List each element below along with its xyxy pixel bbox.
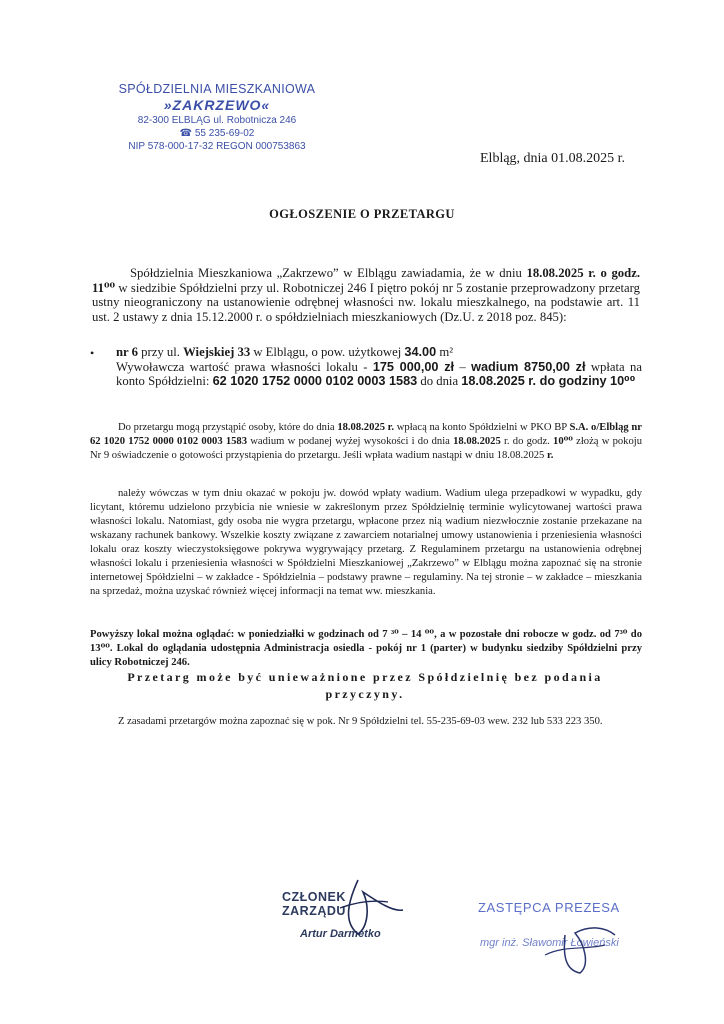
bullet-text-m: do dnia <box>417 374 462 389</box>
intro-text-c: w siedzibie Spółdzielni przy ul. Robotniczej 246 I piętro pokój nr 5 zostanie przeprowadzony przetarg ustny nieograniczony na ustanowienie odrębnej własności nw. lokalu mieszkalnego, na podstawie art. 11 ust. 2 ustawy z dnia 15.12.2000 r. o spółdzielniach mieszkaniowych (Dz.U. z 2018 poz. 845): <box>92 280 640 324</box>
bullet-text-g: Wywoławcza wartość prawa własności lokalu - <box>116 359 373 374</box>
document-heading: OGŁOSZENIE O PRZETARGU <box>269 207 455 221</box>
stamp-line-address: 82-300 ELBLĄG ul. Robotnicza 246 <box>137 115 297 126</box>
elig-text-e: wadium w podanej wyżej wysokości i do dnia <box>247 436 454 447</box>
area-unit: m² <box>436 345 454 359</box>
property-bullet <box>116 345 642 389</box>
elig-date-2: 18.08.2025 <box>453 436 501 447</box>
stamp-line-brand: »ZAKRZEWO« <box>163 97 271 113</box>
intro-date-time: 18.08.2025 r. o godz. 11⁰⁰ <box>92 266 640 295</box>
deposit-rules-paragraph <box>90 487 642 599</box>
deposit-amount: wadium 8750,00 zł <box>471 359 586 374</box>
bank-account: 62 1020 1752 0000 0102 0003 1583 <box>212 374 418 389</box>
elig-account: S.A. o/Elbląg nr 62 1020 1752 0000 0102 0003 1583 <box>90 422 642 447</box>
bullet-text-k: wpłata na konto Spółdzielni: <box>116 359 642 389</box>
handwritten-signature-right <box>535 905 625 980</box>
bullet-icon: • <box>90 346 95 360</box>
bullet-text-b: przy ul. <box>137 345 184 359</box>
deposit-rules-text: należy wówczas w tym dniu okazać w pokoju jw. dowód wpłaty wadium. Wadium ulega przepadkowi w wypadku, gdy licytant, któremu udzielono przybicia nie wniesie w zakreślonym przez Spółdzielnię terminie wylicytowanej wartości prawa własności lokalu. Natomiast, gdy osoba nie wygra przetargu, wpłacone przez nią wadium niezwłocznie zostanie przekazane na wskazany rachunek bankowy. Wszelkie koszty związane z zawarciem notarialnej umowy ustanowienia i przeniesienia własności lokalu oraz koszty wieczystoksięgowe pokrywa wygrywający przetarg. Z Regulaminem przetargu na ustanowienia odrębnej własności lokalu i przeniesienia własności w Spółdzielni Mieszkaniowej „Zakrzewo” w Elblągu można zapoznać się na stronie internetowej Spółdzielni – w zakładce - Spółdzielnia – podstawy prawne – regulaminy. Na tej stronie – w zakładce – mieszkania na sprzedaż, można uzyskać również więcej informacji na temat ww. mieszkania. <box>90 488 642 597</box>
contact-paragraph <box>90 715 642 729</box>
eligibility-paragraph <box>90 421 642 463</box>
document-date: Elbląg, dnia 01.08.2025 r. <box>480 151 626 166</box>
elig-text-c: wpłacą na konto Spółdzielni w PKO BP <box>394 422 570 433</box>
handwritten-signature-left <box>318 872 408 942</box>
starting-price: 175 000,00 zł <box>372 359 455 374</box>
deadline: 18.08.2025 r. do godziny 10⁰⁰ <box>461 374 636 389</box>
stamp-line-ids: NIP 578-000-17-32 REGON 000753863 <box>128 141 306 152</box>
contact-text: Z zasadami przetargów można zapoznać się w pok. Nr 9 Spółdzielni tel. 55-235-69-03 wew. 232 lub 533 223 350. <box>118 716 603 727</box>
signature-board-title: CZŁONEK ZARZĄDU <box>282 890 346 918</box>
floor-area: 34.00 <box>404 345 437 359</box>
signature-deputy-name: mgr inż. Sławomir Łowieński <box>480 937 619 949</box>
stamp-line-name: SPÓŁDZIELNIA MIESZKANIOWA <box>118 82 316 96</box>
intro-paragraph <box>92 266 640 324</box>
viewing-paragraph: Powyższy lokal można oglądać: w poniedziałki w godzinach od 7 ³⁰ – 14 ⁰⁰, a w pozostałe dni robocze w godz. od 7³⁰ do 13⁰⁰. Lokal do oglądania udostępnia Administracja osiedla - pokój nr 1 (parter) w budynku siedziby Spółdzielni przy ulicy Robotniczej 246. <box>90 629 642 668</box>
cancellation-notice: Przetarg może być unieważnione przez Spółdzielnię bez podania przyczyny. <box>127 670 603 701</box>
elig-text-g: r. do godz. <box>500 436 554 447</box>
street-address: Wiejskiej 33 <box>183 345 251 359</box>
elig-text-i: złożą w pokoju Nr 9 oświadczenie o gotowości przystąpienia do przetargu. Jeśli wpłata wadium nastąpi w dniu 18.08.2025 <box>90 436 642 461</box>
unit-number: nr 6 <box>116 345 138 359</box>
intro-text-a: Spółdzielnia Mieszkaniowa „Zakrzewo” w Elblągu zawiadamia, że w dniu <box>130 266 527 280</box>
bullet-text-d: w Elblągu, o pow. użytkowej <box>250 345 405 359</box>
company-stamp <box>112 82 322 152</box>
elig-date: 18.08.2025 r. <box>337 422 395 433</box>
elig-text-j: r. <box>547 450 554 461</box>
signature-deputy-title: ZASTĘPCA PREZESA <box>478 900 620 915</box>
elig-time: 10⁰⁰ <box>553 436 573 447</box>
signature-board-name: Artur Darmetko <box>300 928 381 940</box>
bullet-dash: – <box>454 359 472 374</box>
elig-text-a: Do przetargu mogą przystąpić osoby, które do dnia <box>118 422 338 433</box>
stamp-line-phone: ☎ 55 235-69-02 <box>179 128 255 139</box>
